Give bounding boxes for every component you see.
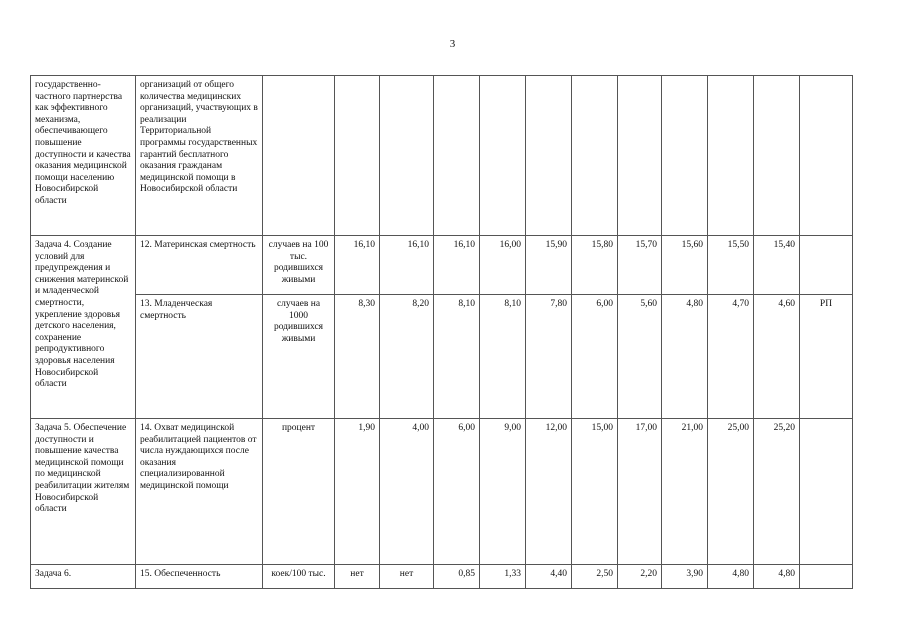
table-row — [31, 419, 853, 565]
value-cell: 16,10 — [335, 236, 380, 295]
value-cell: 6,00 — [434, 419, 480, 565]
value-cell: 1,33 — [480, 565, 526, 589]
value-cell: 16,10 — [434, 236, 480, 295]
value-cell: 15,00 — [572, 419, 618, 565]
value-cell: 16,10 — [380, 236, 434, 295]
value-cell — [572, 76, 618, 236]
value-cell: 3,90 — [662, 565, 708, 589]
value-cell: 4,80 — [708, 565, 754, 589]
value-cell: 7,80 — [526, 295, 572, 419]
value-cell — [434, 76, 480, 236]
value-cell: 25,20 — [754, 419, 800, 565]
unit-cell: коек/100 тыс. — [263, 565, 335, 589]
value-cell — [708, 76, 754, 236]
page-number: 3 — [449, 38, 456, 50]
table-row — [31, 565, 853, 589]
value-cell: 4,80 — [662, 295, 708, 419]
value-cell: 15,60 — [662, 236, 708, 295]
value-cell: 6,00 — [572, 295, 618, 419]
value-cell: 21,00 — [662, 419, 708, 565]
value-cell: 15,40 — [754, 236, 800, 295]
note-cell — [800, 419, 853, 565]
task-cell: государственно-частного партнерства как эффективного механизма, обеспечивающего повышение доступности и качества оказания медицинской помощи населению Новосибирской области — [31, 76, 136, 236]
value-cell — [618, 76, 662, 236]
table-row — [31, 236, 853, 295]
value-cell: нет — [335, 565, 380, 589]
value-cell: 0,85 — [434, 565, 480, 589]
indicators-table — [30, 75, 853, 589]
value-cell: 4,80 — [754, 565, 800, 589]
table-row — [31, 76, 853, 236]
value-cell: 15,50 — [708, 236, 754, 295]
value-cell: 1,90 — [335, 419, 380, 565]
value-cell: 2,20 — [618, 565, 662, 589]
task-cell: Задача 4. Создание условий для предупреждения и снижения материнской и младенческой смертности, укрепление здоровья детского населения, сохранение репродуктивного здоровья населения Новосибирской области — [31, 236, 136, 419]
value-cell — [754, 76, 800, 236]
value-cell — [480, 76, 526, 236]
table-row — [31, 295, 853, 419]
value-cell: 12,00 — [526, 419, 572, 565]
indicator-cell: 13. Младенческая смертность — [136, 295, 263, 419]
value-cell: 8,30 — [335, 295, 380, 419]
value-cell: 17,00 — [618, 419, 662, 565]
indicator-cell: 12. Материнская смертность — [136, 236, 263, 295]
indicator-cell: 14. Охват медицинской реабилитацией пациентов от числа нуждающихся после оказания специализированной медицинской помощи — [136, 419, 263, 565]
value-cell: 8,10 — [480, 295, 526, 419]
value-cell: 15,80 — [572, 236, 618, 295]
value-cell — [526, 76, 572, 236]
value-cell: 8,10 — [434, 295, 480, 419]
note-cell: РП — [800, 295, 853, 419]
value-cell — [380, 76, 434, 236]
value-cell: нет — [380, 565, 434, 589]
value-cell — [662, 76, 708, 236]
unit-cell: процент — [263, 419, 335, 565]
value-cell: 15,90 — [526, 236, 572, 295]
value-cell: 15,70 — [618, 236, 662, 295]
value-cell — [335, 76, 380, 236]
value-cell: 4,40 — [526, 565, 572, 589]
value-cell: 9,00 — [480, 419, 526, 565]
unit-cell — [263, 76, 335, 236]
indicator-cell: 15. Обеспеченность — [136, 565, 263, 589]
value-cell: 4,60 — [754, 295, 800, 419]
value-cell: 25,00 — [708, 419, 754, 565]
value-cell: 4,00 — [380, 419, 434, 565]
note-cell — [800, 565, 853, 589]
value-cell: 8,20 — [380, 295, 434, 419]
value-cell: 16,00 — [480, 236, 526, 295]
note-cell — [800, 236, 853, 295]
task-cell: Задача 6. — [31, 565, 136, 589]
value-cell: 2,50 — [572, 565, 618, 589]
note-cell — [800, 76, 853, 236]
indicator-cell: организаций от общего количества медицинских организаций, участвующих в реализации Территориальной программы государственных гарантий бесплатного оказания гражданам медицинской помощи в Новосибирской области — [136, 76, 263, 236]
unit-cell: случаев на 100 тыс. родившихся живыми — [263, 236, 335, 295]
value-cell: 4,70 — [708, 295, 754, 419]
value-cell: 5,60 — [618, 295, 662, 419]
task-cell: Задача 5. Обеспечение доступности и повышение качества медицинской помощи по медицинской реабилитации жителям Новосибирской области — [31, 419, 136, 565]
unit-cell: случаев на 1000 родившихся живыми — [263, 295, 335, 419]
